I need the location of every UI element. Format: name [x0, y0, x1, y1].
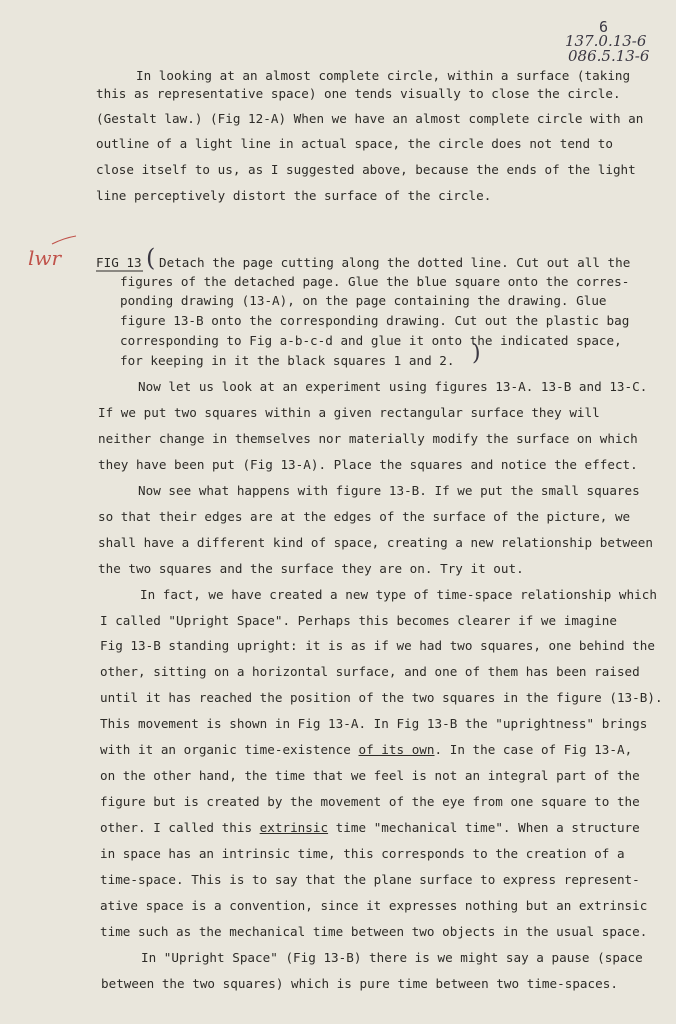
- body-line: shall have a different kind of space, creating a new relationship between: [98, 535, 653, 550]
- body-line: other, sitting on a horizontal surface, and one of them has been raised: [100, 664, 640, 679]
- fig13-close-paren: ): [472, 341, 481, 366]
- body-line: they have been put (Fig 13-A). Place the squares and notice the effect.: [98, 457, 638, 472]
- body-line: figure but is created by the movement of the eye from one square to the: [100, 794, 640, 809]
- body-line-part: time "mechanical time". When a structure: [328, 820, 640, 835]
- body-line-part: other. I called this: [100, 820, 260, 835]
- fig13-instruction-line: corresponding to Fig a-b-c-d and glue it onto the indicated space,: [120, 333, 622, 348]
- body-line: so that their edges are at the edges of the surface of the picture, we: [98, 509, 631, 524]
- paragraph-1-line: In looking at an almost complete circle, within a surface (taking: [136, 68, 631, 83]
- body-line-part: . In the case of Fig 13-A,: [434, 742, 633, 757]
- body-line: This movement is shown in Fig 13-A. In Fig 13-B the "uprightness" brings: [100, 716, 648, 731]
- fig13-instruction-line: for keeping in it the black squares 1 and 2.: [120, 353, 455, 368]
- paragraph-1-line: close itself to us, as I suggested above, because the ends of the light: [96, 162, 636, 177]
- body-line: time-space. This is to say that the plane surface to express represent-: [100, 872, 640, 887]
- underlined-word: extrinsic: [259, 820, 329, 835]
- body-line-part: with it an organic time-existence: [100, 742, 359, 757]
- fig13-instruction-line: Detach the page cutting along the dotted line. Cut out all the: [159, 255, 631, 270]
- paragraph-1-line: outline of a light line in actual space, the circle does not tend to: [96, 136, 613, 151]
- archive-reference-2: 086.5.13-6: [568, 47, 650, 65]
- body-line: In fact, we have created a new type of time-space relationship which: [140, 587, 657, 602]
- body-line: [100, 742, 632, 758]
- body-line: neither change in themselves nor materially modify the surface on which: [98, 431, 638, 446]
- underlined-phrase: of its own: [358, 742, 435, 757]
- fig13-open-paren: (: [146, 244, 156, 272]
- body-line: In "Upright Space" (Fig 13-B) there is we might say a pause (space: [141, 950, 643, 965]
- body-line: between the two squares) which is pure time between two time-spaces.: [101, 976, 618, 991]
- body-line: until it has reached the position of the two squares in the figure (13-B).: [100, 690, 663, 705]
- body-line: [100, 820, 640, 836]
- paragraph-1-line: line perceptively distort the surface of the circle.: [96, 188, 492, 203]
- body-line: in space has an intrinsic time, this corresponds to the creation of a: [100, 846, 625, 861]
- fig13-instruction-line: ponding drawing (13-A), on the page containing the drawing. Glue: [120, 293, 607, 308]
- page-number: 6: [599, 18, 609, 36]
- paragraph-1-line: (Gestalt law.) (Fig 12-A) When we have an almost complete circle with an: [96, 111, 644, 126]
- margin-annotation-stroke: [52, 236, 76, 244]
- body-line: ative space is a convention, since it expresses nothing but an extrinsic: [100, 898, 648, 913]
- body-line: Now let us look at an experiment using figures 13-A. 13-B and 13-C.: [138, 379, 648, 394]
- paragraph-1-line: this as representative space) one tends visually to close the circle.: [96, 86, 621, 101]
- fig13-instruction-line: figure 13-B onto the corresponding drawing. Cut out the plastic bag: [120, 313, 630, 328]
- fig13-instruction-line: figures of the detached page. Glue the blue square onto the corres-: [120, 274, 630, 289]
- body-line: If we put two squares within a given rectangular surface they will: [98, 405, 600, 420]
- body-line: I called "Upright Space". Perhaps this becomes clearer if we imagine: [100, 613, 617, 628]
- archive-reference-1: 137.0.13-6: [565, 32, 647, 50]
- body-line: the two squares and the surface they are on. Try it out.: [98, 561, 524, 576]
- fig13-label: FIG 13: [96, 255, 142, 270]
- body-line: on the other hand, the time that we feel is not an integral part of the: [100, 768, 640, 783]
- margin-annotation: lwr: [28, 246, 62, 270]
- body-line: Now see what happens with figure 13-B. If we put the small squares: [138, 483, 640, 498]
- body-line: time such as the mechanical time between two objects in the usual space.: [100, 924, 648, 939]
- body-line: Fig 13-B standing upright: it is as if we had two squares, one behind the: [100, 638, 655, 653]
